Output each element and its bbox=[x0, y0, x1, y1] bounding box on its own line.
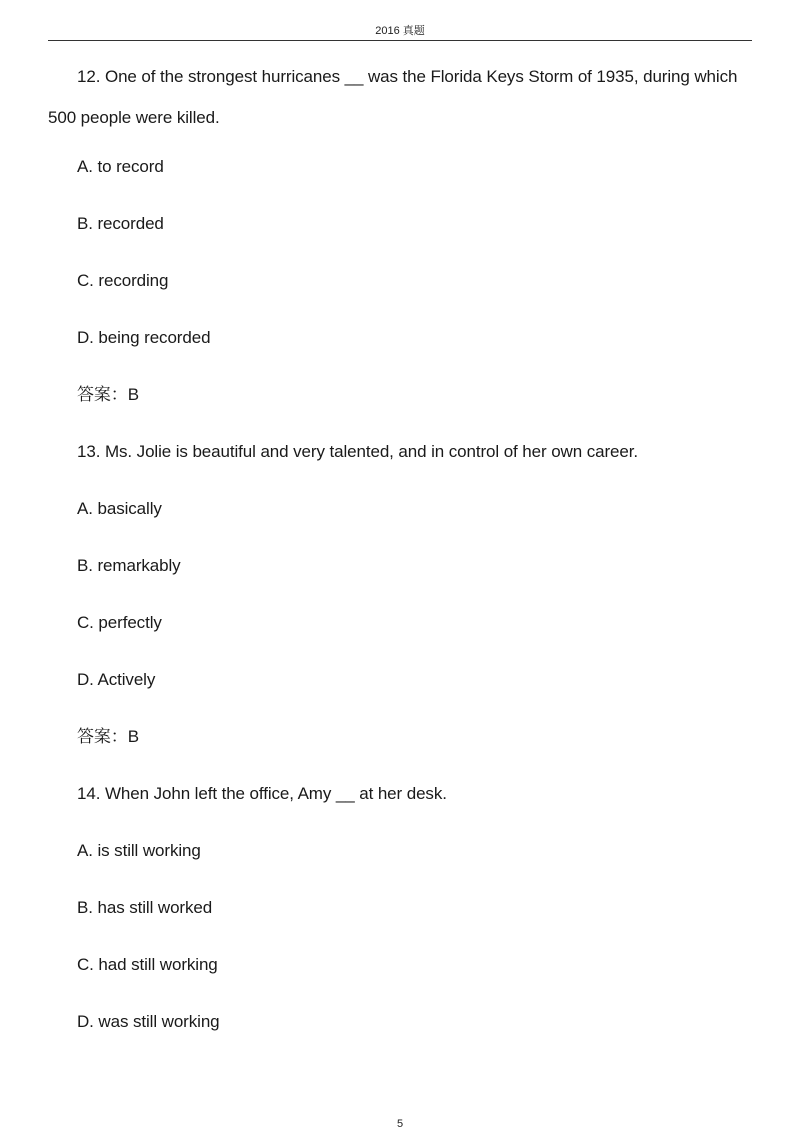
option-b: B. has still worked bbox=[77, 898, 213, 917]
option-a: A. basically bbox=[77, 499, 162, 518]
spacer bbox=[48, 138, 754, 154]
answer-line: 答案：B bbox=[77, 727, 139, 746]
option-b: B. remarkably bbox=[77, 556, 181, 575]
option-d: D. was still working bbox=[77, 1012, 220, 1031]
answer-line: 答案：B bbox=[77, 385, 139, 404]
question-stem: 13. Ms. Jolie is beautiful and very talented, and in control of her own career. bbox=[77, 442, 638, 461]
question-block-12 bbox=[48, 56, 754, 439]
option-d: D. being recorded bbox=[77, 328, 211, 347]
option-c: C. perfectly bbox=[77, 613, 162, 632]
option-c: C. had still working bbox=[77, 955, 218, 974]
question-block-13 bbox=[48, 439, 754, 781]
option-a: A. is still working bbox=[77, 841, 201, 860]
page-header: 2016 真题 bbox=[375, 25, 425, 37]
page-number: 5 bbox=[396, 1118, 404, 1130]
header-rule bbox=[48, 40, 752, 41]
page-content bbox=[48, 56, 754, 1066]
question-stem: 14. When John left the office, Amy __ at her desk. bbox=[77, 784, 447, 803]
option-d: D. Actively bbox=[77, 670, 156, 689]
option-b: B. recorded bbox=[77, 214, 164, 233]
question-block-14 bbox=[48, 781, 754, 1066]
option-c: C. recording bbox=[77, 271, 169, 290]
question-stem: 12. One of the strongest hurricanes __ was the Florida Keys Storm of 1935, during which 500 people were killed. bbox=[48, 67, 738, 127]
option-a: A. to record bbox=[77, 157, 164, 176]
